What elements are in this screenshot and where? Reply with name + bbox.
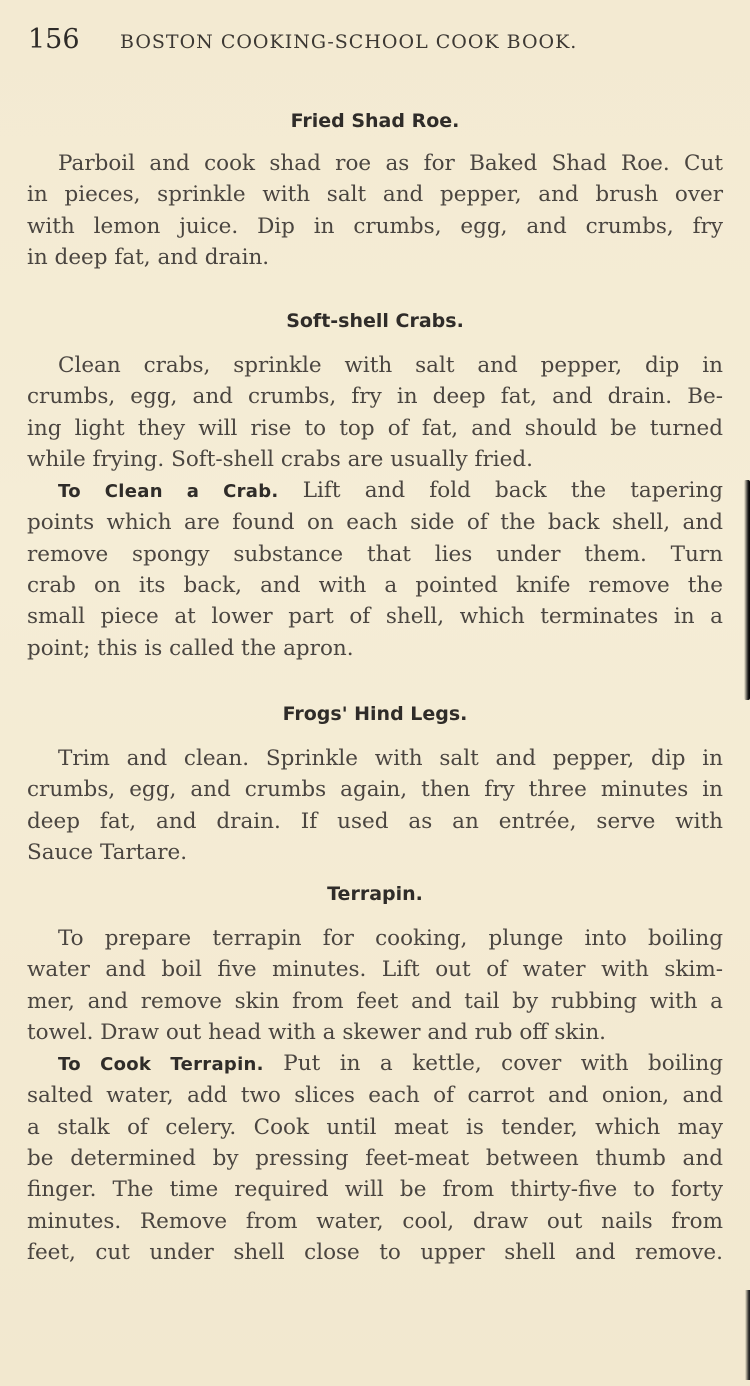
section-paragraph: [27, 923, 723, 1268]
text-line: point; this is called the apron.: [27, 635, 354, 661]
text-line: mer, and remove skin from feet and tail by rubbing with a: [27, 988, 723, 1014]
text-line: Trim and clean. Sprinkle with salt and pepper, dip in: [58, 746, 723, 771]
text-line: To prepare terrapin for cooking, plunge into boiling: [58, 926, 723, 951]
text-line: finger. The time required will be from thirty-five to forty: [27, 1177, 723, 1203]
text-line: ing light they will rise to top of fat, and should be turned: [27, 415, 723, 441]
section-title: Frogs' Hind Legs.: [282, 703, 468, 725]
subsection-heading: To Clean a Crab.: [58, 481, 279, 503]
text-line: deep fat, and drain. If used as an entrée, serve with: [27, 808, 723, 834]
running-head: BOSTON COOKING-SCHOOL COOK BOOK.: [120, 31, 578, 53]
subsection-first-line: [27, 1048, 723, 1080]
text-line: a stalk of celery. Cook until meat is tender, which may: [27, 1114, 723, 1140]
text-line: with lemon juice. Dip in crumbs, egg, and crumbs, fry: [27, 213, 723, 239]
text-line: salted water, add two slices each of carrot and onion, and: [27, 1083, 723, 1109]
text-line: in pieces, sprinkle with salt and pepper, and brush over: [27, 182, 723, 208]
text-line: remove spongy substance that lies under them. Turn: [27, 541, 723, 567]
text-line: be determined by pressing feet-meat between thumb and: [27, 1146, 723, 1172]
text-line: crumbs, egg, and crumbs, fry in deep fat, and drain. Be-: [27, 384, 723, 410]
text-line: small piece at lower part of shell, which terminates in a: [27, 604, 723, 630]
text-line: Sauce Tartare.: [27, 839, 188, 865]
text-line: minutes. Remove from water, cool, draw out nails from: [27, 1208, 723, 1234]
text-line: points which are found on each side of the back shell, and: [27, 510, 723, 536]
section-paragraph: [27, 743, 723, 868]
subsection-first-line: [27, 475, 723, 507]
section-paragraph: [27, 148, 723, 273]
text-line: towel. Draw out head with a skewer and rub off skin.: [27, 1019, 607, 1045]
text-line: while frying. Soft-shell crabs are usually fried.: [27, 446, 533, 472]
text-line-rest: Put in a kettle, cover with boiling: [283, 1051, 723, 1077]
section-title: Fried Shad Roe.: [290, 110, 460, 132]
section-paragraph: [27, 350, 723, 664]
page-edge-shadow-bottom: [745, 1290, 750, 1380]
text-line-rest: Lift and fold back the tapering: [302, 478, 723, 504]
text-line: water and boil five minutes. Lift out of water with skim-: [27, 957, 723, 983]
page-header: [28, 24, 728, 58]
text-line: in deep fat, and drain.: [27, 244, 270, 270]
page-edge-shadow: [744, 480, 750, 700]
subsection-heading: To Cook Terrapin.: [58, 1054, 264, 1076]
text-line: crumbs, egg, and crumbs again, then fry three minutes in: [27, 777, 723, 803]
text-line: crab on its back, and with a pointed knife remove the: [27, 573, 723, 599]
section-title: Soft-shell Crabs.: [286, 310, 464, 332]
text-line: Clean crabs, sprinkle with salt and pepper, dip in: [58, 353, 723, 378]
text-line: Parboil and cook shad roe as for Baked Shad Roe. Cut: [58, 151, 723, 176]
page-number: 156: [28, 24, 80, 55]
section-title: Terrapin.: [327, 883, 423, 905]
text-line: feet, cut under shell close to upper shell and remove.: [27, 1239, 723, 1265]
